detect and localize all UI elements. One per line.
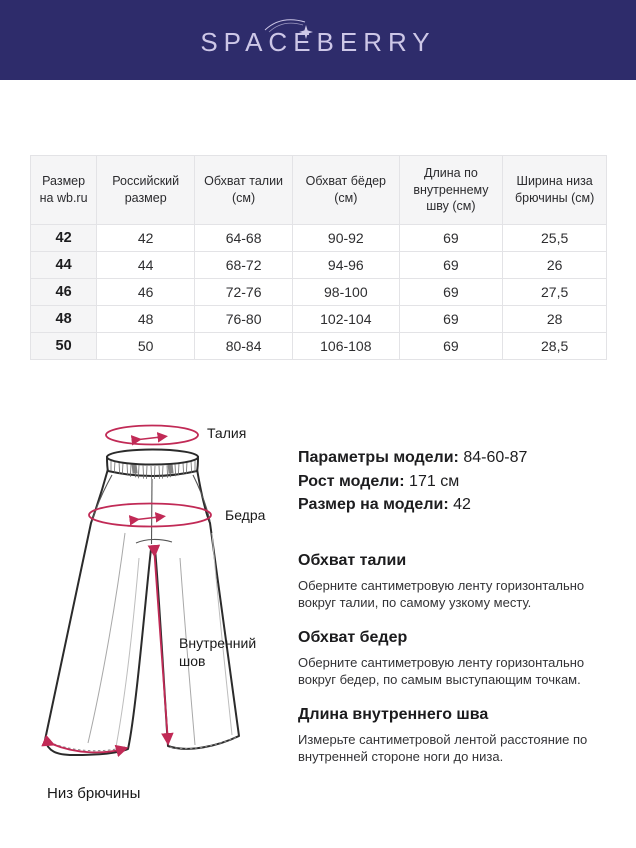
size-row [31, 251, 607, 278]
size-table-head [31, 156, 607, 225]
brand-header [0, 0, 636, 80]
guide-inseam-title: Длина внутреннего шва [298, 705, 489, 723]
size-value-cell: 72-76 [195, 278, 293, 305]
size-value-cell: 80-84 [195, 332, 293, 359]
size-row [31, 224, 607, 251]
inseam-label: Внутренний шов [179, 635, 257, 669]
size-value-cell: 102-104 [293, 305, 400, 332]
size-row [31, 278, 607, 305]
model-size-line [298, 493, 613, 517]
wb-size-cell: 48 [31, 305, 97, 332]
size-row [31, 305, 607, 332]
guide-hips-title: Обхват бедер [298, 628, 408, 646]
col-header-wb-size: Размер на wb.ru [31, 156, 97, 225]
model-size-label: Размер на модели: [298, 496, 449, 513]
measurement-info-column [298, 446, 613, 765]
guide-hips-text: Оберните сантиметровую ленту горизонтально вокруг бедер, по самым выступающим точкам. [298, 654, 585, 687]
guide-inseam-text: Измерьте сантиметровой лентой расстояние по внутренней стороне ноги до низа. [298, 731, 588, 764]
size-value-cell: 28 [503, 305, 607, 332]
model-params-value: 84-60-87 [463, 449, 528, 466]
size-value-cell: 94-96 [293, 251, 400, 278]
size-value-cell: 44 [97, 251, 195, 278]
hem-label: Низ брючины [47, 785, 141, 802]
size-value-cell: 27,5 [503, 278, 607, 305]
size-value-cell: 90-92 [293, 224, 400, 251]
wb-size-cell: 50 [31, 332, 97, 359]
col-header-leg-opening: Ширина низа брючины (см) [503, 156, 607, 225]
size-value-cell: 26 [503, 251, 607, 278]
size-value-cell: 98-100 [293, 278, 400, 305]
wb-size-cell: 42 [31, 224, 97, 251]
size-value-cell: 25,5 [503, 224, 607, 251]
size-value-cell: 69 [399, 278, 503, 305]
waist-opening [107, 450, 198, 465]
guide-section-waist [298, 551, 613, 611]
model-size-value: 42 [453, 496, 471, 513]
size-table [30, 155, 607, 360]
pants-drawing [28, 413, 290, 818]
size-value-cell: 28,5 [503, 332, 607, 359]
size-value-cell: 69 [399, 224, 503, 251]
size-value-cell: 69 [399, 332, 503, 359]
size-value-cell: 42 [97, 224, 195, 251]
size-table-body [31, 224, 607, 359]
size-row [31, 332, 607, 359]
model-info [298, 446, 613, 517]
waist-measure-ellipse [106, 426, 198, 445]
size-value-cell: 46 [97, 278, 195, 305]
size-value-cell: 64-68 [195, 224, 293, 251]
size-value-cell: 50 [97, 332, 195, 359]
model-params-line [298, 446, 613, 470]
size-value-cell: 69 [399, 305, 503, 332]
col-header-inseam-length: Длина по внутреннему шву (см) [399, 156, 503, 225]
size-value-cell: 76-80 [195, 305, 293, 332]
col-header-hips: Обхват бёдер (см) [293, 156, 400, 225]
col-header-waist: Обхват талии (см) [195, 156, 293, 225]
size-value-cell: 106-108 [293, 332, 400, 359]
wb-size-cell: 46 [31, 278, 97, 305]
table-header-row [31, 156, 607, 225]
wb-size-cell: 44 [31, 251, 97, 278]
size-value-cell: 48 [97, 305, 195, 332]
size-value-cell: 68-72 [195, 251, 293, 278]
pants-diagram [28, 413, 290, 818]
model-height-line [298, 470, 613, 494]
guide-waist-text: Оберните сантиметровую ленту горизонтально вокруг талии, по самому узкому месту. [298, 577, 585, 610]
guide-waist-title: Обхват талии [298, 551, 407, 569]
model-params-label: Параметры модели: [298, 449, 459, 466]
col-header-ru-size: Российский размер [97, 156, 195, 225]
hips-label: Бедра [225, 507, 266, 523]
model-height-value: 171 см [409, 472, 460, 490]
brand-name: SPACEBERRY [200, 27, 436, 57]
guide-section-inseam [298, 705, 613, 765]
model-height-label: Рост модели: [298, 472, 405, 490]
waist-label: Талия [207, 425, 247, 441]
guide-section-hips [298, 628, 613, 688]
size-value-cell: 69 [399, 251, 503, 278]
